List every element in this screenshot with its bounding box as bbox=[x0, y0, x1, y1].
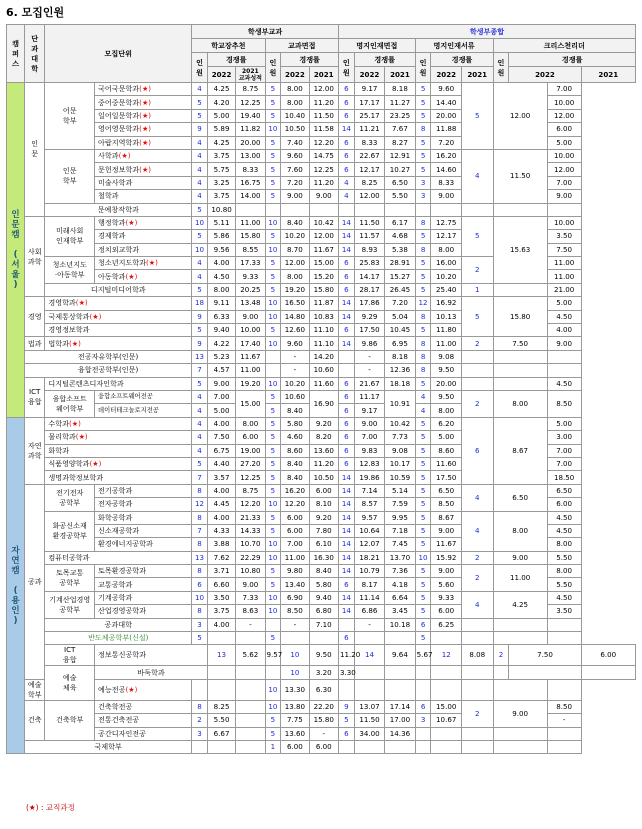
campus-humanities: 인 문 캠 ( 서 울 ) bbox=[7, 83, 25, 418]
campus-header: 캠 퍼 스 bbox=[7, 25, 25, 83]
admission-quota-table bbox=[6, 24, 636, 754]
table-row: ICT 융합 정보통신공학과 13 5.62 9.57 10 9.50 11.20 14 9.64 5.67 12 8.08 2 7.50 6.00 bbox=[7, 645, 636, 666]
dept-language: 어문 학부 bbox=[45, 83, 95, 150]
table-row: 생명과학정보학과 7 3.57 12.25 5 8.40 10.50 14 19.86 10.59 5 17.50 18.50 bbox=[7, 471, 636, 484]
dept-humanities: 인문 학부 bbox=[45, 149, 95, 203]
rate-header: 경쟁률 bbox=[509, 53, 636, 67]
quota-header: 인 원 bbox=[265, 53, 281, 83]
quota-header: 인 원 bbox=[338, 53, 354, 83]
unit-name: 국어국문학과(★) bbox=[95, 83, 192, 96]
table-row: 인 문 캠 ( 서 울 ) 인 문 어문 학부 국어국문학과(★) 4 4.25 8.75 5 8.00 12.00 6 9.17 8.18 5 9.60 5 12.00 7.00 bbox=[7, 83, 636, 96]
table-row: 물리학과(★) 4 7.50 6.00 5 4.60 8.20 6 7.00 7.73 5 5.00 3.00 bbox=[7, 431, 636, 444]
table-row: 융합전공학부(인문) 7 4.57 11.00 - 10.60 - 12.36 8 9.50 bbox=[7, 364, 636, 377]
table-row: 데이터테크놀로지전공 4 5.00 5 8.40 6 9.17 4 8.00 bbox=[7, 404, 636, 417]
table-row: 아랍지역학과(★) 4 4.25 20.00 5 7.40 12.20 6 8.33 8.27 5 7.20 5.00 bbox=[7, 136, 636, 149]
year-2022: 2022 bbox=[281, 67, 309, 83]
table-row: 아동학과(★) 4 4.50 9.33 5 8.00 15.20 6 14.17 15.27 5 10.20 11.00 bbox=[7, 270, 636, 283]
table-row: 문헌정보학과(★) 4 5.75 8.33 5 7.60 12.25 6 12.17 10.27 5 14.60 12.00 bbox=[7, 163, 636, 176]
table-row: 예술 체육 바둑학과 10 3.20 3.30 bbox=[7, 666, 636, 679]
rate-header: 경쟁률 bbox=[354, 53, 415, 67]
page-title: 6. 모집인원 bbox=[6, 6, 65, 19]
campus-natural: 자 연 캠 ( 용 인 ) bbox=[7, 417, 25, 754]
table-row: 융합소프트 웨어학부 융합소프트웨어전공 4 7.00 15.00 5 10.60 16.90 6 11.17 10.91 4 9.50 2 8.00 8.50 bbox=[7, 390, 636, 403]
table-row: 일어일문학과(★) 5 5.00 19.40 5 10.40 11.50 6 25.17 23.25 5 20.00 12.00 bbox=[7, 109, 636, 122]
college-humanities: 인 문 bbox=[25, 83, 45, 217]
rate-header: 경쟁률 bbox=[281, 53, 339, 67]
table-row: 사회 과학 미래사회 인재학부 행정학과(★) 10 5.11 11.00 10 8.40 10.42 14 11.50 6.17 8 12.75 5 15.63 10.00 bbox=[7, 216, 636, 229]
rate-header: 경쟁률 bbox=[431, 53, 493, 67]
table-row: 화학과 4 6.75 19.00 5 8.60 13.60 6 9.83 9.08 5 8.60 7.00 bbox=[7, 444, 636, 457]
table-row: 법과 법학과(★) 9 4.22 17.40 10 9.60 11.10 14 9.86 6.95 8 11.00 2 7.50 9.00 bbox=[7, 337, 636, 350]
table-row: 전자공학과 12 4.45 12.20 10 12.20 8.10 14 8.57 7.59 5 8.50 6.00 bbox=[7, 498, 636, 511]
year-2021: 2021 교과성적 bbox=[236, 67, 265, 83]
table-row: 공과 전기전자 공학부 전기공학과 8 4.00 8.75 5 16.20 6.00 14 7.14 5.14 5 6.50 4 6.50 6.50 bbox=[7, 484, 636, 497]
table-row: ICT 융합 디지털콘텐츠디자인학과 5 9.00 19.20 10 10.20 11.60 6 21.67 18.18 5 20.00 4.50 bbox=[7, 377, 636, 390]
table-row: 화공신소재 환경공학부 화학공학과 8 4.00 21.33 5 6.00 9.20 14 9.57 9.95 5 8.67 4 8.00 4.50 bbox=[7, 511, 636, 524]
table-row: 자 연 캠 ( 용 인 ) 자연 과학 수학과(★) 4 4.00 8.00 5 5.80 9.20 6 9.00 10.42 5 6.20 6 8.67 5.00 bbox=[7, 417, 636, 430]
table-row: 국제학부 1 6.00 6.00 bbox=[7, 740, 636, 753]
rate-header: 경쟁률 bbox=[207, 53, 265, 67]
table-row: 청소년지도 ·아동학부 청소년지도학과(★) 4 4.00 17.33 5 12.00 15.00 6 25.83 28.91 5 16.00 2 11.00 bbox=[7, 257, 636, 270]
table-row: 인문 학부 사학과(★) 4 3.75 13.00 5 9.60 14.75 6 22.67 12.91 5 16.20 4 11.50 10.00 bbox=[7, 149, 636, 162]
year-2022: 2022 bbox=[207, 67, 235, 83]
year-2021: 2021 bbox=[461, 67, 493, 83]
table-row: 정치외교학과 10 9.56 8.55 10 8.70 11.67 14 8.93 5.38 8 8.00 7.50 bbox=[7, 243, 636, 256]
table-row: 기계산업경영 공학부 기계공학과 10 3.50 7.33 10 6.90 9.40 14 11.14 6.64 5 9.33 4 4.25 4.50 bbox=[7, 591, 636, 604]
table-row: 산업경영공학과 8 3.75 8.63 10 8.50 6.80 14 6.86 3.45 5 6.00 3.50 bbox=[7, 605, 636, 618]
myeongji-doc-header: 명지인재서류 bbox=[415, 39, 493, 53]
gyogwa-interview-header: 교과면접 bbox=[265, 39, 338, 53]
year-2021: 2021 bbox=[385, 67, 415, 83]
table-row: 환경에너지공학과 8 3.88 10.70 10 7.00 6.10 14 12.07 7.45 5 11.67 8.00 bbox=[7, 538, 636, 551]
table-row: 경영정보학과 5 9.40 10.00 5 12.60 11.10 6 17.50 10.45 5 11.80 4.00 bbox=[7, 324, 636, 337]
table-row: 공간디자인전공 3 6.67 5 13.60 - 6 34.00 14.36 bbox=[7, 727, 636, 740]
college-header: 단 과 대 학 bbox=[25, 25, 45, 83]
table-row: 반도체공학부(신설) 5 5 6 5 bbox=[7, 632, 636, 645]
legend-note: (★) : 교직과정 bbox=[26, 803, 75, 812]
year-2021: 2021 bbox=[581, 67, 635, 83]
quota-header: 인 원 bbox=[415, 53, 431, 83]
table-row: 문예창작학과 5 10.80 bbox=[7, 203, 636, 216]
quota-header: 인 원 bbox=[192, 53, 208, 83]
year-2022: 2022 bbox=[431, 67, 461, 83]
quota-header: 인 원 bbox=[493, 53, 509, 83]
table-row: 미술사학과 4 3.25 16.75 5 7.20 11.20 4 8.25 6.50 3 8.33 7.00 bbox=[7, 176, 636, 189]
year-2021: 2021 bbox=[309, 67, 338, 83]
table-row: 교통공학과 6 6.60 9.00 5 13.40 5.80 6 8.17 4.18 5 5.60 5.50 bbox=[7, 578, 636, 591]
school-rec-header: 학교장추천 bbox=[192, 39, 265, 53]
college-social: 사회 과학 bbox=[25, 216, 45, 296]
christian-header: 크리스천리더 bbox=[493, 39, 635, 53]
table-row: 국제통상학과(★) 9 6.33 9.00 10 14.80 10.83 14 9.29 5.04 8 10.13 4.50 bbox=[7, 310, 636, 323]
table-row: 신소재공학과 7 4.33 14.33 5 6.00 7.80 14 10.64 7.18 5 9.00 4.50 bbox=[7, 524, 636, 537]
unit-header: 모집단위 bbox=[45, 25, 192, 83]
table-row: 전공자유학부(인문) 13 5.23 11.67 - 14.20 - 8.18 8 9.08 bbox=[7, 350, 636, 363]
table-row: 공과대학 3 4.00 - - 7.10 - 10.18 6 6.25 bbox=[7, 618, 636, 631]
table-row: 철학과 4 3.75 14.00 5 9.00 9.00 4 12.00 5.50 3 9.00 9.00 bbox=[7, 190, 636, 203]
table-row: 영어영문학과(★) 9 5.89 11.82 10 10.50 11.58 14 11.21 7.67 8 11.88 6.00 bbox=[7, 123, 636, 136]
table-row: 전통건축전공 2 5.50 5 7.75 15.80 5 11.50 17.00 3 10.67 - bbox=[7, 714, 636, 727]
year-2022: 2022 bbox=[354, 67, 384, 83]
myeongji-interview-header: 명지인재면접 bbox=[338, 39, 415, 53]
table-row: 예술학부 예능전공(★) 10 13.30 6.30 bbox=[7, 679, 636, 700]
table-row: 건축 건축학부 건축학전공 8 8.25 10 13.80 22.20 9 13.07 17.14 6 15.00 2 9.00 8.50 bbox=[7, 700, 636, 713]
table-row: 디지털미디어학과 5 8.00 20.25 5 19.20 15.80 6 28.17 26.45 5 25.40 1 21.00 bbox=[7, 283, 636, 296]
jonghap-header: 학생부종합 bbox=[338, 25, 635, 39]
table-row: 중어중문학과(★) 5 4.20 12.25 5 8.00 11.20 6 17.17 11.27 5 14.40 10.00 bbox=[7, 96, 636, 109]
table-row: 경영 경영학과(★) 18 9.11 13.48 10 16.50 11.87 14 17.86 7.20 12 16.92 5 15.80 5.00 bbox=[7, 297, 636, 310]
table-row: 컴퓨터공학과 13 7.62 22.29 10 11.00 16.30 14 18.21 13.70 10 15.92 2 9.00 5.50 bbox=[7, 551, 636, 564]
year-2022: 2022 bbox=[509, 67, 581, 83]
table-row: 경제학과 5 5.86 15.80 5 10.20 12.00 14 11.57 4.68 5 12.17 3.50 bbox=[7, 230, 636, 243]
table-row: 식품영양학과(★) 5 4.40 27.20 5 8.40 11.20 6 12.83 10.17 5 11.60 7.00 bbox=[7, 457, 636, 470]
table-row: 토목교통 공학부 토목환경공학과 8 3.71 10.80 5 9.80 8.40 14 10.79 7.36 5 9.00 2 11.00 8.00 bbox=[7, 565, 636, 578]
gyogwa-header: 학생부교과 bbox=[192, 25, 339, 39]
